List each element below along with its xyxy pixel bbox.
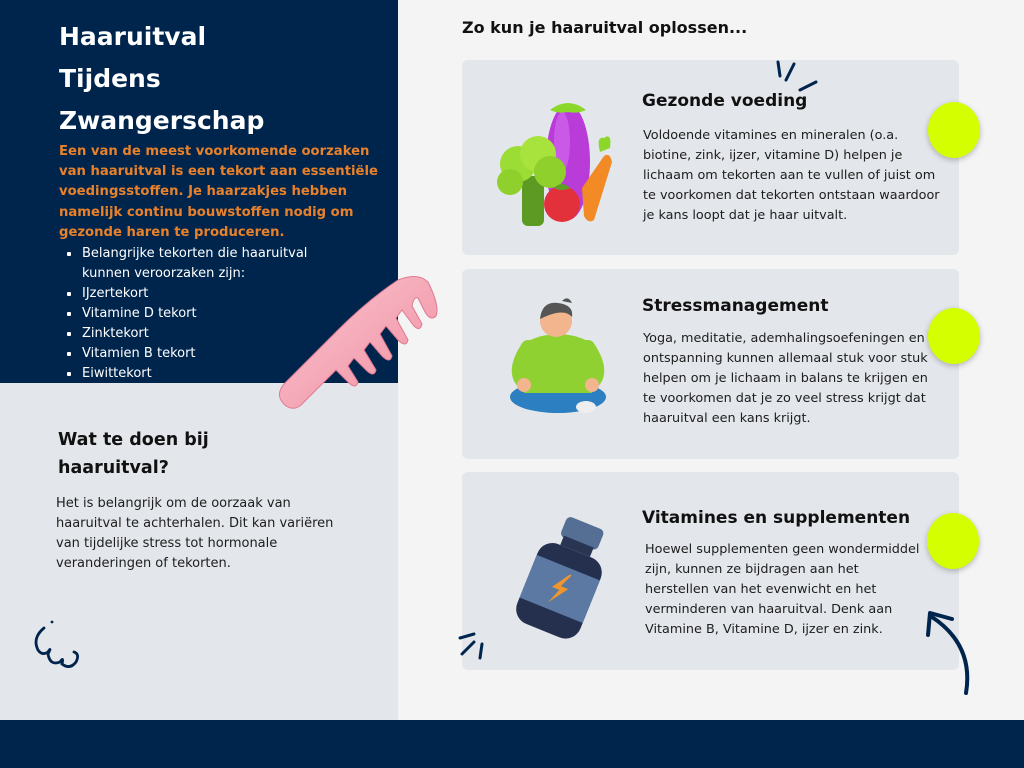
footer-bar — [0, 720, 1024, 768]
sparkle-doodle-icon — [772, 58, 822, 98]
comb-icon — [268, 266, 448, 416]
lime-dot-decoration — [928, 308, 980, 364]
vegetables-icon — [492, 92, 622, 232]
title-line-3: Zwangerschap — [59, 106, 265, 135]
hero-intro: Een van de meest voorkomende oorzaken van haaruitval is een tekort aan essentiële voedingsstoffen. Je haarzakjes hebben namelijk continu bouwstoffen nodig om gezonde haren te produceren. — [59, 144, 378, 240]
list-item: Vitamien B tekort — [64, 344, 324, 364]
curved-arrow-icon — [920, 605, 980, 700]
card-title: Gezonde voeding — [642, 91, 808, 111]
list-item: Belangrijke tekorten die haaruitval kunnen veroorzaken zijn: — [64, 244, 324, 284]
page-title — [59, 16, 359, 142]
meditating-person-icon — [492, 297, 622, 423]
solution-card-supplements — [462, 472, 959, 670]
list-item: Zinktekort — [64, 324, 324, 344]
solution-card-stress — [462, 269, 959, 459]
list-item: Eiwittekort — [64, 364, 324, 384]
lime-dot-decoration — [927, 513, 979, 569]
card-body: Voldoende vitamines en mineralen (o.a. biotine, zink, ijzer, vitamine D) helpen je lichaam om tekorten aan te vullen of juist om te voorkomen dat tekorten ontstaan waardoor je kans loopt dat je haar uitvalt. — [643, 128, 940, 223]
solution-card-nutrition — [462, 60, 959, 255]
swirl-doodle-icon — [30, 618, 85, 673]
title-line-2: Tijdens — [59, 64, 161, 93]
list-item: IJzertekort — [64, 284, 324, 304]
solutions-title: Zo kun je haaruitval oplossen... — [462, 18, 748, 37]
card-title: Vitamines en supplementen — [642, 508, 911, 528]
section-body: Het is belangrijk om de oorzaak van haaruitval te achterhalen. Dit kan variëren van tijdelijke stress tot hormonale veranderingen of tekorten. — [56, 496, 334, 571]
lime-dot-decoration — [928, 102, 980, 158]
supplement-bottle-icon — [492, 514, 622, 642]
sparkle-doodle-icon — [456, 630, 492, 664]
card-title: Stressmanagement — [642, 296, 829, 316]
title-line-1: Haaruitval — [59, 22, 207, 51]
section-title: Wat te doen bij haaruitval? — [58, 430, 209, 478]
list-item: Vitamine D tekort — [64, 304, 324, 324]
card-body: Hoewel supplementen geen wondermiddel zijn, kunnen ze bijdragen aan het herstellen van het evenwicht en het verminderen van haaruitval. Denk aan Vitamine B, Vitamine D, ijzer en zink. — [645, 542, 920, 637]
card-body: Yoga, meditatie, ademhalingsoefeningen en ontspanning kunnen allemaal stuk voor stuk helpen om je lichaam in balans te krijgen en te voorkomen dat je zo veel stress krijgt dat haaruitval een kans krijgt. — [643, 331, 928, 426]
